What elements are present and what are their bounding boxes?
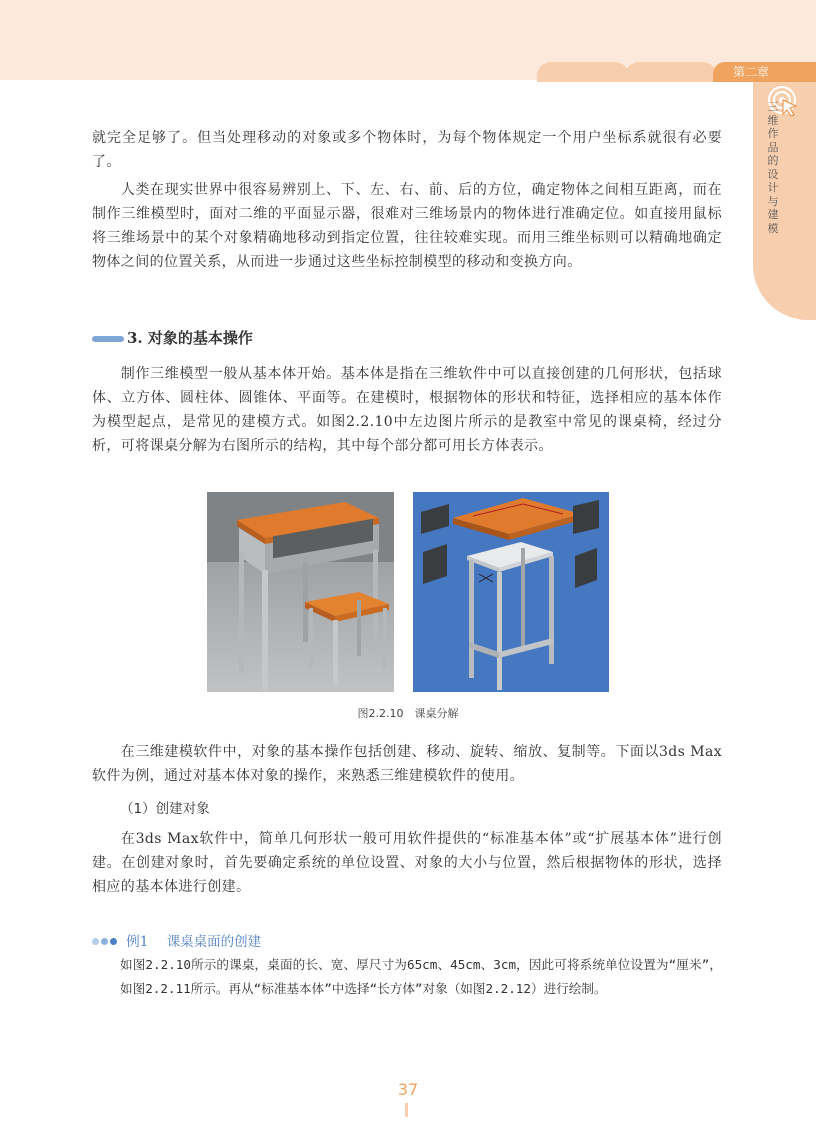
dot-icon xyxy=(92,938,99,945)
paragraph-3: 制作三维模型一般从基本体开始。基本体是指在三维软件中可以直接创建的几何形状，包括球体、立方体、圆柱体、圆锥体、平面等。在建模时，根据物体的形状和特征，选择相应的基本体作为模型起点，是常见的建模方式。如图2.2.10中左边图片所示的是教室中常见的课桌椅，经过分析，可将课桌分解为右图所示的结构，其中每个部分都可用长方体表示。 xyxy=(92,366,722,454)
section-heading xyxy=(92,328,253,348)
example-body: 如图2.2.10所示的课桌，桌面的长、宽、厚尺寸为65cm、45cm、3cm，因此可将系统单位设置为“厘米”，如图2.2.11所示。再从“标准基本体”中选择“长方体”对象（如图2.2.12）进行绘制。 xyxy=(120,957,722,996)
chapter-tab: 第二章 xyxy=(713,62,816,82)
page-number: 37 xyxy=(397,1080,419,1099)
example-heading xyxy=(92,930,261,950)
dot-icon xyxy=(110,938,117,945)
paragraph-4: 在三维建模软件中，对象的基本操作包括创建、移动、旋转、缩放、复制等。下面以3ds Max软件为例，通过对基本体对象的操作，来熟悉三维建模软件的使用。 xyxy=(92,744,722,784)
side-chapter-title: 三维作品的设计与建模 xyxy=(767,100,779,235)
paragraph-2: 人类在现实世界中很容易辨别上、下、左、右、前、后的方位，确定物体之间相互距离，而在制作三维模型时，面对二维的平面显示器，很难对三维场景内的物体进行准确定位。如直接用鼠标将三维场景中的某个对象精确地移动到指定位置，往往较难实现。而用三维坐标则可以精确地确定物体之间的位置关系，从而进一步通过这些坐标控制模型的移动和变换方向。 xyxy=(92,182,722,270)
paragraph-5: 在3ds Max软件中，简单几何形状一般可用软件提供的“标准基本体”或“扩展基本体”进行创建。在创建对象时，首先要确定系统的单位设置、对象的大小与位置，然后根据物体的形状，选择相应的基本体进行创建。 xyxy=(92,831,722,895)
example-label: 例1 xyxy=(126,934,149,950)
paragraph-1: 就完全足够了。但当处理移动的对象或多个物体时，为每个物体规定一个用户坐标系就很有必要了。 xyxy=(92,130,722,170)
example-title: 课桌桌面的创建 xyxy=(166,934,262,950)
section-title: 3. 对象的基本操作 xyxy=(127,329,253,347)
dot-icon xyxy=(101,938,108,945)
header-tab-2 xyxy=(625,62,717,82)
desk-exploded-model xyxy=(413,492,609,692)
sub-heading: （1）创建对象 xyxy=(120,801,210,817)
section-bar xyxy=(92,336,124,342)
figure-caption: 图2.2.10 课桌分解 xyxy=(357,707,459,720)
header-tab-1 xyxy=(537,62,629,82)
desk-photo xyxy=(207,492,394,692)
page-tick xyxy=(405,1103,408,1117)
